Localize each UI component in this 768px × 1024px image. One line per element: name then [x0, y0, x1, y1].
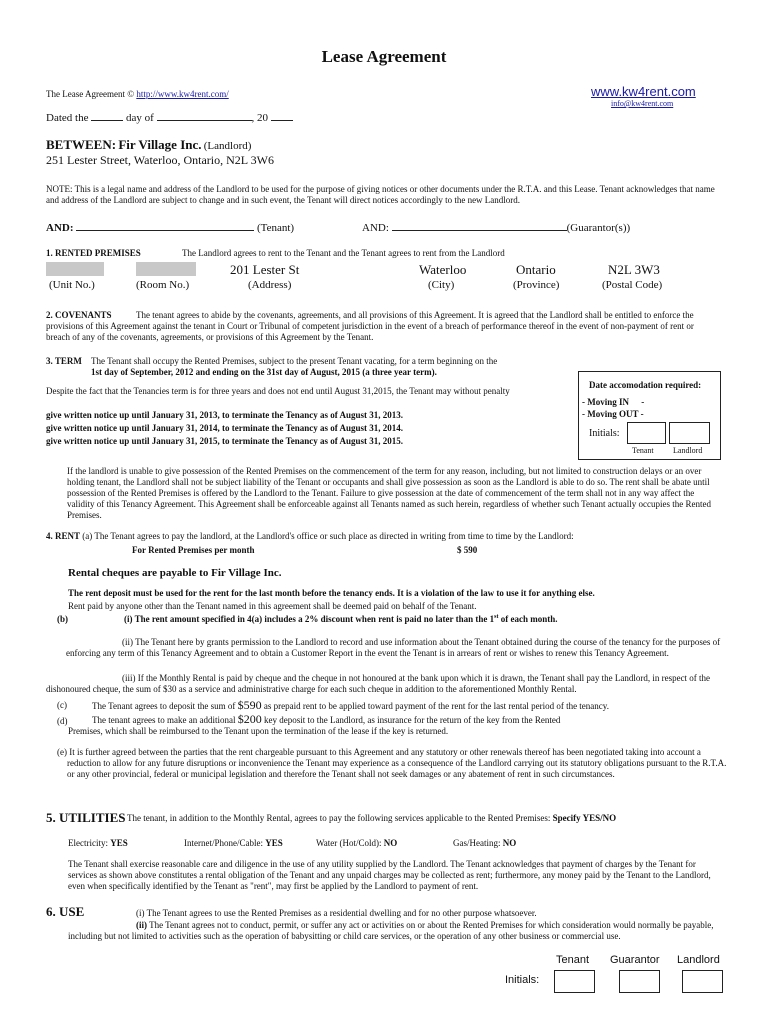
moving-in-text: - Moving IN	[582, 397, 629, 407]
possession-paragraph: If the landlord is unable to give possession of the Rented Premises on the commencement of the term for any reason, including, but not limited to construction delays or an over holding tenant, the Landlord shall not be subject liability of the Tenant or occupants and shall give possession as soon as the Landlord is able to do so. The rent shall be abate until possession of the Rented Premises is offered by the Landlord to the Tenant. Failure to give possession at the date of commencement of the term shall not in any way affect the validity of this Tenancy Agreement. This Agreement shall be enforceable against all Tenants named as such herein, regardless of whether such Tenant actually occupies the Rented Premises.	[67, 466, 711, 520]
covenants-heading: 2. COVENANTS	[46, 310, 112, 320]
utility-gas	[453, 838, 516, 848]
rented-premises-heading: 1. RENTED PREMISES	[46, 248, 141, 258]
footer-initials-label: Initials:	[505, 974, 540, 986]
between-line	[46, 137, 251, 153]
year-label: , 20	[251, 112, 268, 124]
copyright-prefix: The Lease Agreement ©	[46, 89, 137, 99]
utilities-heading: 5. UTILITIES	[46, 810, 126, 825]
footer-guarantor-initials-box[interactable]	[619, 970, 660, 993]
province-label: (Province)	[513, 279, 560, 291]
b-iii-text: (iii) If the Monthly Rental is paid by cheque and the cheque in not honoured at the bank upon which it is drawn, the Tenant shall pay the Landlord, in respect of the dishonoured cheque, the sum of $30 as a service and administrative charge for each such cheque in addition to the aforementioned Monthly Rental.	[46, 673, 711, 694]
copyright-link[interactable]: http://www.kw4rent.com/	[136, 89, 229, 99]
landlord-initials-box[interactable]	[669, 422, 710, 444]
and-label-guarantor: AND:	[362, 222, 389, 234]
rent-heading: 4. RENT	[46, 531, 81, 541]
rent-line	[46, 531, 574, 541]
postal-value: N2L 3W3	[608, 262, 660, 277]
site-link[interactable]: www.kw4rent.com	[591, 84, 696, 99]
use-heading: 6. USE	[46, 904, 85, 919]
covenants-text	[46, 310, 716, 343]
footer-guarantor-label: Guarantor	[610, 954, 660, 966]
d-line-2: Premises, which shall be reimbursed to the Tenant upon the termination of the lease if the key is returned.	[68, 726, 449, 736]
utility-internet	[184, 838, 283, 848]
year-blank[interactable]	[271, 111, 293, 121]
d-pre: The tenant agrees to make an additional	[92, 715, 236, 725]
moving-in-label	[582, 397, 644, 407]
and-row	[46, 221, 294, 234]
utility-water	[316, 838, 397, 848]
date-box-initials-label: Initials:	[589, 428, 620, 439]
covenants-body: The tenant agrees to abide by the covenants, agreements, and all provisions of this Agreement. It is agreed that the Landlord shall be entitled to enforce the provisions of this Agreement against the tenant in Court or Tribunal of competent jurisdiction in the event of a breach of performance thereof in the event of non-payment of rent or breach of any of the covenants, agreements, or provisions of this Agreement by the Tenant.	[46, 310, 694, 342]
b-label: (b)	[57, 614, 68, 624]
city-value: Waterloo	[419, 262, 467, 277]
day-blank[interactable]	[91, 111, 123, 121]
unit-no-field[interactable]	[46, 262, 104, 276]
notice-3: give written notice up until January 31, 2015, to terminate the Tenancy as of August 31, 2015.	[46, 436, 404, 446]
day-of-label: day of	[125, 112, 154, 124]
utilities-text	[127, 813, 616, 823]
d-label: (d)	[57, 716, 68, 726]
b-i-text	[124, 614, 557, 624]
month-blank[interactable]	[157, 111, 252, 121]
electricity-value: YES	[110, 838, 128, 848]
notice-2: give written notice up until January 31, 2014, to terminate the Tenancy as of August 31, 2014.	[46, 423, 404, 433]
footer-tenant-initials-box[interactable]	[554, 970, 595, 993]
d-amount: $200	[237, 712, 262, 726]
utility-electricity	[68, 838, 128, 848]
tenant-name-blank[interactable]	[76, 221, 254, 231]
b-ii-text: (ii) The Tenant here by grants permission to the Landlord to record and use information about the Tenant obtained during the course of the tenancy for the purposes of enforcing any term of this Tenancy Agreement and to obtain a Customer Report in the event the Tenant is in arrears of rent or wishes to renew this Tenancy Agreement.	[66, 637, 721, 658]
gas-value: NO	[502, 838, 517, 848]
b-i-post: of each month.	[498, 614, 558, 624]
room-no-field[interactable]	[136, 262, 196, 276]
cheques-payable: Rental cheques are payable to Fir Village Inc.	[68, 567, 282, 579]
utilities-specify: Specify YES/NO	[552, 813, 617, 823]
rent-per-month-label: For Rented Premises per month	[132, 545, 255, 555]
use-i: (i) The Tenant agrees to use the Rented Premises as a residential dwelling and for no other purpose whatsoever.	[136, 908, 537, 918]
room-label: (Room No.)	[136, 279, 190, 291]
internet-value: YES	[265, 838, 283, 848]
b-i-sup: st	[494, 614, 499, 620]
street-value: 201 Lester St	[230, 262, 300, 277]
deposit-rule: The rent deposit must be used for the rent for the last month before the tenancy ends. It is a violation of the law to use it for anything else.	[68, 588, 595, 598]
use-ii	[68, 920, 723, 942]
and-label-tenant: AND:	[46, 222, 74, 234]
footer-tenant-label: Tenant	[556, 954, 590, 966]
utilities-body: The tenant, in addition to the Monthly Rental, agrees to pay the following services applicable to the Rented Premises:	[127, 813, 551, 823]
moving-out-label: - Moving OUT -	[582, 409, 644, 419]
notice-1: give written notice up until January 31, 2013, to terminate the Tenancy as of August 31, 2013.	[46, 410, 404, 420]
email-link[interactable]: info@kw4rent.com	[611, 99, 674, 108]
use-ii-text: The Tenant agrees not to conduct, permit, or suffer any act or activities on or about the Rented Premises for which consideration would normally be payable, including but not limited to activities such as the operation of babysitting or child care services, or the operation of any other business or commercial use.	[68, 920, 714, 941]
guarantor-name-blank[interactable]	[392, 221, 567, 231]
note-paragraph: NOTE: This is a legal name and address of the Landlord to be used for the purpose of giving notices or other documents under the R.T.A. and this Lease. Tenant acknowledges that name and address of the Landlord are subject to change and in such event, the Tenant will direct notices accordingly to the new Landlord.	[46, 184, 715, 205]
e-paragraph: (e) It is further agreed between the parties that the rent chargeable pursuant to this Agreement and any statutory or other renewals thereof has been negotiated taking into account a reduction to allow for any future disruptions or inconvenience the Tenant may experience as a consequence of the Landlord carrying out its statutory obligations pursuant to the R.T.A. or any other provincial, federal or municipal legislation and therefore the Tenant shall not seek damages or any abatement of rent in such circumstances.	[57, 747, 727, 779]
c-pre: The Tenant agrees to deposit the sum of	[92, 701, 236, 711]
footer-landlord-initials-box[interactable]	[682, 970, 723, 993]
landlord-role: (Landlord)	[203, 140, 252, 152]
electricity-label: Electricity:	[68, 838, 108, 848]
term-text: The Tenant shall occupy the Rented Premises, subject to the present Tenant vacating, for a term beginning on the	[91, 356, 498, 366]
landlord-address: 251 Lester Street, Waterloo, Ontario, N2L 3W6	[46, 153, 274, 167]
guarantor-label: (Guarantor(s))	[566, 222, 631, 234]
b-i-pre: (i) The rent amount specified in 4(a) includes a 2% discount when rent is paid no later than the 1	[124, 614, 495, 624]
dated-line	[46, 111, 293, 124]
footer-landlord-label: Landlord	[677, 954, 720, 966]
address-label: (Address)	[248, 279, 292, 291]
paid-by-other: Rent paid by anyone other than the Tenant named in this agreement shall be deemed paid on behalf of the Tenant.	[68, 601, 477, 611]
postal-label: (Postal Code)	[602, 279, 663, 291]
rented-premises-text: The Landlord agrees to rent to the Tenant and the Tenant agrees to rent from the Landlord	[182, 248, 505, 258]
date-box-tenant-label: Tenant	[632, 446, 654, 455]
page-title: Lease Agreement	[321, 47, 447, 66]
dated-label: Dated the	[46, 112, 89, 124]
term-dates: 1st day of September, 2012 and ending on the 31st day of August, 2015 (a three year term).	[91, 367, 437, 377]
unit-label: (Unit No.)	[49, 279, 95, 291]
despite-text: Despite the fact that the Tenancies term is for three years and does not end until August 31,2015, the Tenant may without penalty	[46, 386, 510, 396]
date-box-landlord-label: Landlord	[673, 446, 703, 455]
c-label: (c)	[57, 700, 67, 710]
tenant-initials-box[interactable]	[627, 422, 666, 444]
moving-in-sep: -	[641, 397, 645, 407]
province-value: Ontario	[516, 262, 556, 277]
section-1-heading	[46, 248, 141, 258]
d-text	[92, 712, 560, 727]
c-post: as prepaid rent to be applied toward payment of the rent for the last rental period of the tenancy.	[263, 701, 609, 711]
rent-amount: $ 590	[457, 545, 478, 555]
rent-text: (a) The Tenant agrees to pay the landlord, at the Landlord's office or such place as directed in writing from time to time by the Landlord:	[82, 531, 574, 541]
date-box-title: Date accomodation required:	[589, 380, 702, 390]
landlord-name: Fir Village Inc.	[118, 137, 202, 152]
copyright-line	[46, 89, 229, 99]
water-value: NO	[383, 838, 398, 848]
use-ii-label: (ii)	[136, 920, 147, 930]
utilities-care-paragraph: The Tenant shall exercise reasonable care and diligence in the use of any utility supplied by the Landlord. The Tenant acknowledges that payment of charges by the Tenant for services as shown above constitutes a rental obligation of the Tenant and any unpaid charges may be collected as rent; furthermore, any money paid by the Tenant to the Landlord, even when specifically identified by the Tenant as "rent", may first be applied by the Landlord to payment of rent.	[68, 859, 711, 891]
c-text	[92, 698, 609, 713]
c-amount: $590	[237, 698, 262, 712]
city-label: (City)	[428, 279, 455, 291]
tenant-label: (Tenant)	[257, 222, 295, 234]
gas-label: Gas/Heating:	[453, 838, 501, 848]
and-row-guarantor	[362, 221, 630, 234]
water-label: Water (Hot/Cold):	[316, 838, 382, 848]
between-label: BETWEEN:	[46, 137, 117, 152]
term-heading: 3. TERM	[46, 356, 82, 366]
internet-label: Internet/Phone/Cable:	[184, 838, 263, 848]
d-post: key deposit to the Landlord, as insurance for the return of the key from the Rented	[263, 715, 561, 725]
